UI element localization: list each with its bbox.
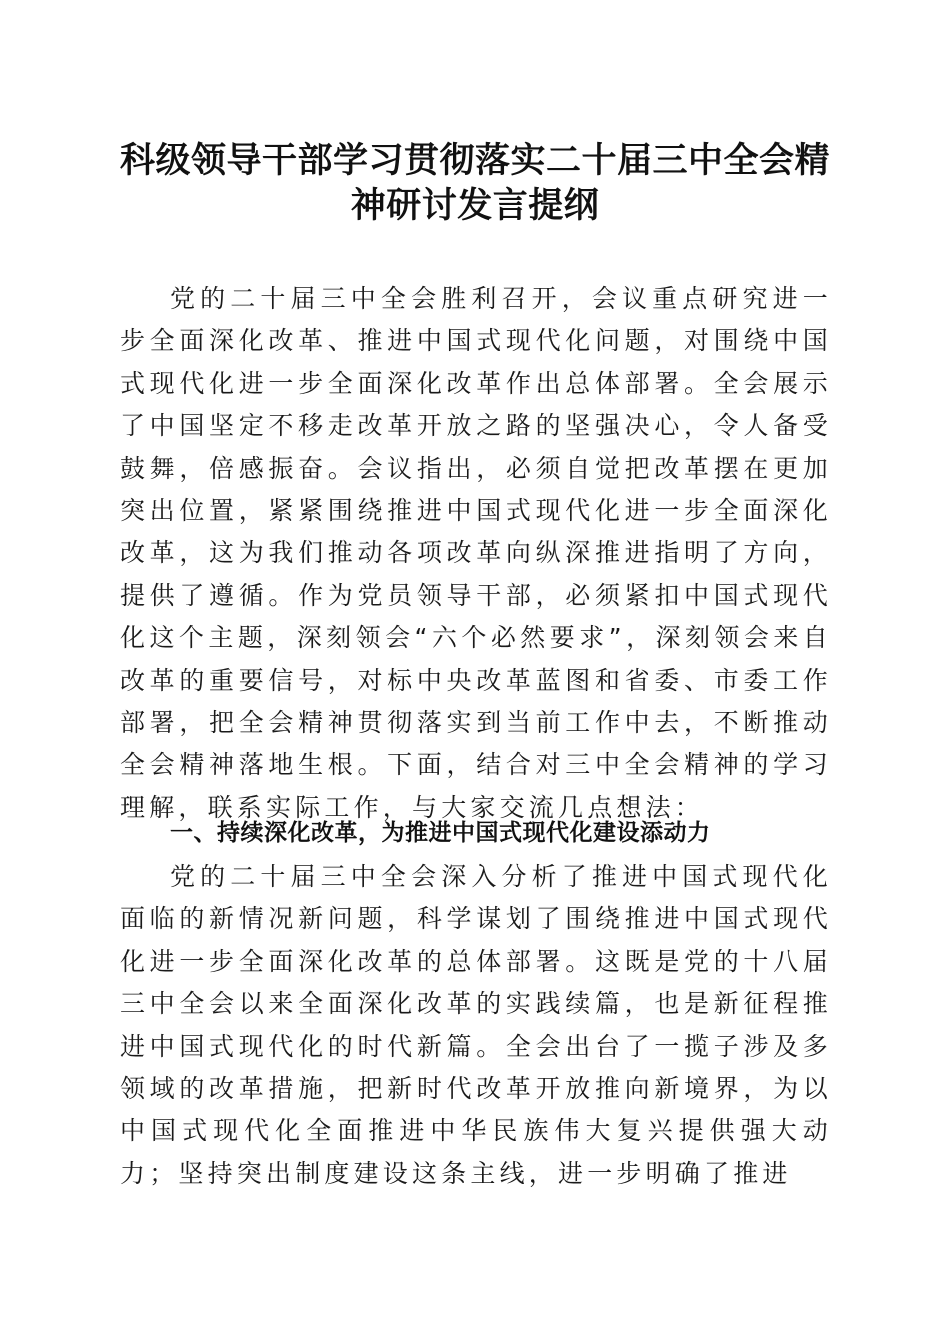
section-1-paragraph: 党的二十届三中全会深入分析了推进中国式现代化面临的新情况新问题，科学谋划了围绕推进中国式现代化进一步全面深化改革的总体部署。这既是党的十八届三中全会以来全面深化改革的实践续篇，也是新征程推进中国式现代化的时代新篇。全会出台了一揽子涉及多领域的改革措施，把新时代改革开放推向新境界，为以中国式现代化全面推进中华民族伟大复兴提供强大动力；坚持突出制度建设这条主线，进一步明确了推进 xyxy=(120,862,832,1188)
document-title: 科级领导干部学习贯彻落实二十届三中全会精神研讨发言提纲 xyxy=(119,140,830,226)
intro-paragraph: 党的二十届三中全会胜利召开，会议重点研究进一步全面深化改革、推进中国式现代化问题，对围绕中国式现代化进一步全面深化改革作出总体部署。全会展示了中国坚定不移走改革开放之路的坚强决心，令人备受鼓舞，倍感振奋。会议指出，必须自觉把改革摆在更加突出位置，紧紧围绕推进中国式现代化进一步全面深化改革，这为我们推动各项改革向纵深推进指明了方向，提供了遵循。作为党员领导干部，必须紧扣中国式现代化这个主题，深刻领会“六个必然要求”，深刻领会来自改革的重要信号，对标中央改革蓝图和省委、市委工作部署，把全会精神贯彻落实到当前工作中去，不断推动全会精神落地生根。下面，结合对三中全会精神的学习理解，联系实际工作，与大家交流几点想法： xyxy=(120,284,832,822)
section-heading-1: 一、持续深化改革，为推进中国式现代化建设添动力 xyxy=(170,820,711,846)
